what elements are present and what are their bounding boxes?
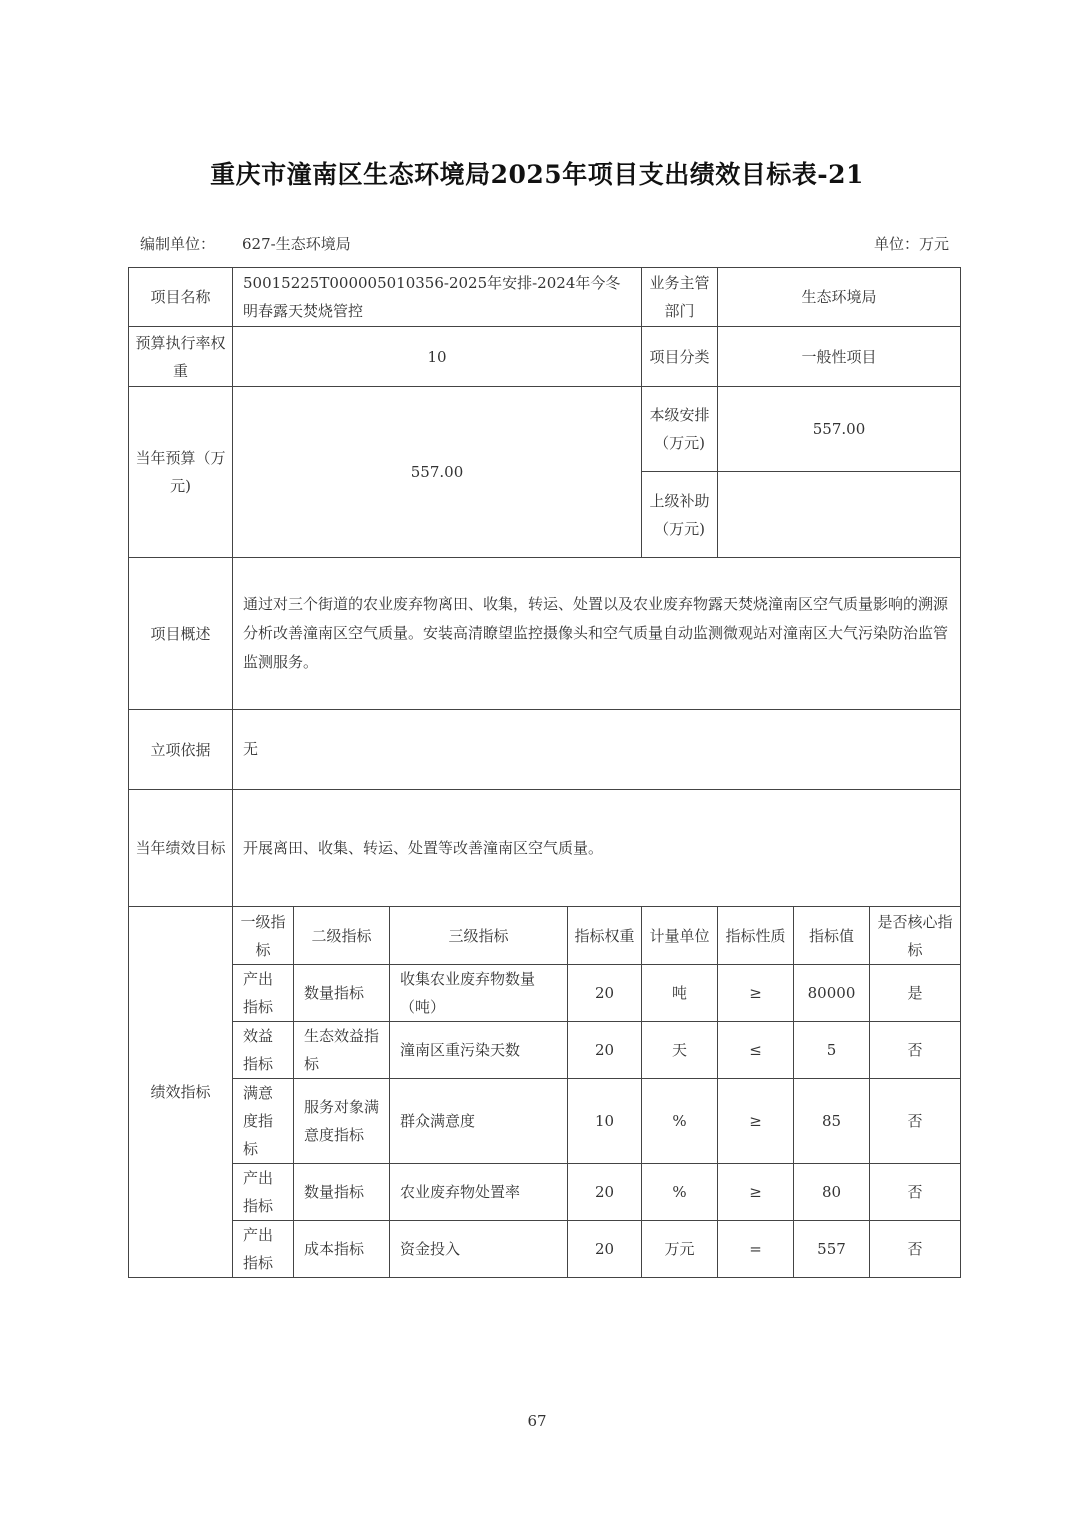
table-cell: ≥ xyxy=(718,1164,794,1221)
category-label: 项目分类 xyxy=(642,327,718,387)
budget-label: 当年预算（万元) xyxy=(129,387,233,558)
table-cell: 20 xyxy=(568,1221,642,1278)
unit-label: 单位：万元 xyxy=(873,235,949,253)
table-header-cell: 一级指标 xyxy=(233,907,294,965)
table-cell: 20 xyxy=(568,1164,642,1221)
table-cell: 满意度指标 xyxy=(233,1079,294,1164)
table-cell: 10 xyxy=(568,1079,642,1164)
table-cell: 天 xyxy=(642,1022,718,1079)
table-cell: 成本指标 xyxy=(294,1221,390,1278)
table-cell: 80000 xyxy=(794,965,870,1022)
table-header-cell: 指标性质 xyxy=(718,907,794,965)
table-cell: % xyxy=(642,1164,718,1221)
table-row xyxy=(129,965,961,1022)
table-cell: 效益指标 xyxy=(233,1022,294,1079)
table-header-cell: 计量单位 xyxy=(642,907,718,965)
goal-label: 当年绩效目标 xyxy=(129,790,233,907)
table-row xyxy=(129,1221,961,1278)
weight-label: 预算执行率权重 xyxy=(129,327,233,387)
page-number: 67 xyxy=(527,1412,547,1430)
table-row xyxy=(129,1079,961,1164)
table-cell: 5 xyxy=(794,1022,870,1079)
project-name-value: 50015225T000005010356-2025年安排-2024年今冬明春露天焚烧管控 xyxy=(233,268,642,327)
table-row xyxy=(129,1022,961,1079)
table-header-cell: 是否核心指标 xyxy=(870,907,961,965)
local-label: 本级安排（万元) xyxy=(642,387,718,472)
project-name-label: 项目名称 xyxy=(129,268,233,327)
goal-value: 开展离田、收集、转运、处置等改善潼南区空气质量。 xyxy=(233,790,961,907)
table-cell: 资金投入 xyxy=(390,1221,568,1278)
table-cell: ≥ xyxy=(718,1079,794,1164)
table-header-cell: 二级指标 xyxy=(294,907,390,965)
table-cell: 产出指标 xyxy=(233,1164,294,1221)
table-cell: 产出指标 xyxy=(233,965,294,1022)
table-cell: 否 xyxy=(870,1164,961,1221)
dept-value: 生态环境局 xyxy=(718,268,961,327)
table-header-cell: 指标权重 xyxy=(568,907,642,965)
table-row xyxy=(129,1164,961,1221)
table-cell: 是 xyxy=(870,965,961,1022)
performance-table xyxy=(128,267,961,1278)
table-header-cell: 指标值 xyxy=(794,907,870,965)
page-title: 重庆市潼南区生态环境局2025年项目支出绩效目标表-21 xyxy=(210,160,864,189)
basis-label: 立项依据 xyxy=(129,710,233,790)
table-cell: 万元 xyxy=(642,1221,718,1278)
table-cell: 20 xyxy=(568,1022,642,1079)
budget-value: 557.00 xyxy=(233,387,642,558)
local-value: 557.00 xyxy=(718,387,961,472)
table-cell: = xyxy=(718,1221,794,1278)
table-cell: 收集农业废弃物数量（吨） xyxy=(390,965,568,1022)
dept-label: 业务主管部门 xyxy=(642,268,718,327)
overview-label: 项目概述 xyxy=(129,558,233,710)
indicators-section-label: 绩效指标 xyxy=(129,907,233,1278)
org-value: 627-生态环境局 xyxy=(242,235,351,253)
table-cell: 557 xyxy=(794,1221,870,1278)
table-header-cell: 三级指标 xyxy=(390,907,568,965)
basis-value: 无 xyxy=(233,710,961,790)
upper-value xyxy=(718,472,961,558)
table-cell: 数量指标 xyxy=(294,965,390,1022)
table-cell: 否 xyxy=(870,1022,961,1079)
table-cell: 数量指标 xyxy=(294,1164,390,1221)
table-cell: 潼南区重污染天数 xyxy=(390,1022,568,1079)
upper-label: 上级补助（万元) xyxy=(642,472,718,558)
table-cell: 否 xyxy=(870,1079,961,1164)
table-cell: % xyxy=(642,1079,718,1164)
table-cell: 否 xyxy=(870,1221,961,1278)
table-cell: 80 xyxy=(794,1164,870,1221)
table-cell: 吨 xyxy=(642,965,718,1022)
table-cell: 产出指标 xyxy=(233,1221,294,1278)
table-cell: ≥ xyxy=(718,965,794,1022)
table-cell: 群众满意度 xyxy=(390,1079,568,1164)
weight-value: 10 xyxy=(233,327,642,387)
table-cell: 生态效益指标 xyxy=(294,1022,390,1079)
overview-value: 通过对三个街道的农业废弃物离田、收集，转运、处置以及农业废弃物露天焚烧潼南区空气质量影响的溯源分析改善潼南区空气质量。安装高清瞭望监控摄像头和空气质量自动监测微观站对潼南区大气污染防治监管监测服务。 xyxy=(233,558,961,710)
table-cell: 85 xyxy=(794,1079,870,1164)
table-cell: 服务对象满意度指标 xyxy=(294,1079,390,1164)
org-label: 编制单位： xyxy=(140,235,216,253)
table-cell: ≤ xyxy=(718,1022,794,1079)
table-cell: 20 xyxy=(568,965,642,1022)
table-cell: 农业废弃物处置率 xyxy=(390,1164,568,1221)
category-value: 一般性项目 xyxy=(718,327,961,387)
